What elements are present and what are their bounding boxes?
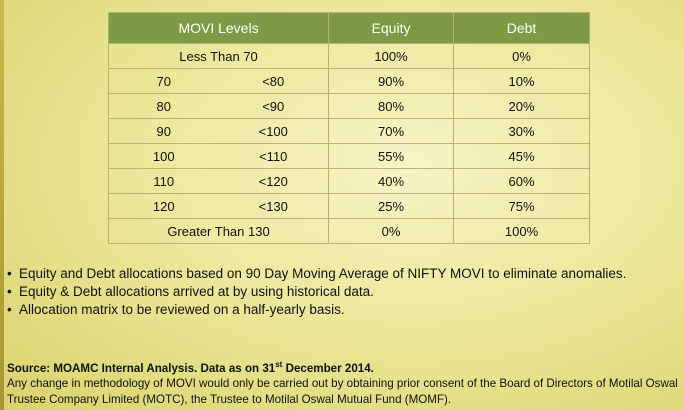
table-row — [109, 94, 590, 119]
table-row — [109, 144, 590, 169]
header-movi-levels: MOVI Levels — [109, 13, 329, 44]
debt-cell: 20% — [454, 94, 590, 119]
allocation-table — [108, 12, 590, 244]
notes-list — [7, 265, 626, 319]
debt-cell: 75% — [454, 194, 590, 219]
equity-cell: 90% — [329, 69, 454, 94]
table-row — [109, 219, 590, 244]
source-title — [7, 357, 679, 376]
movi-low-cell: 90 — [109, 119, 219, 144]
movi-level-cell: Greater Than 130 — [109, 219, 329, 244]
table-row — [109, 69, 590, 94]
movi-high-cell: <110 — [219, 144, 329, 169]
table-row — [109, 169, 590, 194]
header-equity: Equity — [329, 13, 454, 44]
debt-cell: 30% — [454, 119, 590, 144]
equity-cell: 25% — [329, 194, 454, 219]
slide-edge-bar — [0, 0, 4, 410]
equity-cell: 55% — [329, 144, 454, 169]
table-row — [109, 194, 590, 219]
table-header-row — [109, 13, 590, 44]
source-title-date: December 2014. — [282, 361, 374, 375]
debt-cell: 0% — [454, 44, 590, 69]
debt-cell: 100% — [454, 219, 590, 244]
movi-low-cell: 120 — [109, 194, 219, 219]
movi-low-cell: 110 — [109, 169, 219, 194]
movi-high-cell: <130 — [219, 194, 329, 219]
movi-low-cell: 100 — [109, 144, 219, 169]
movi-level-cell: Less Than 70 — [109, 44, 329, 69]
note-item: • Equity & Debt allocations arrived at by using historical data. — [7, 283, 626, 301]
note-item: • Equity and Debt allocations based on 90 Day Moving Average of NIFTY MOVI to eliminate anomalies. — [7, 265, 626, 283]
equity-cell: 100% — [329, 44, 454, 69]
equity-cell: 0% — [329, 219, 454, 244]
equity-cell: 80% — [329, 94, 454, 119]
table-row — [109, 44, 590, 69]
debt-cell: 45% — [454, 144, 590, 169]
source-body: Any change in methodology of MOVI would only be carried out by obtaining prior consent of the Board of Directors of Motilal Oswal Trustee Company Limited (MOTC), the Trustee to Motilal Oswal Mutual Fund (MOMF). — [7, 377, 678, 406]
movi-high-cell: <100 — [219, 119, 329, 144]
debt-cell: 10% — [454, 69, 590, 94]
equity-cell: 70% — [329, 119, 454, 144]
movi-high-cell: <90 — [219, 94, 329, 119]
movi-low-cell: 80 — [109, 94, 219, 119]
equity-cell: 40% — [329, 169, 454, 194]
source-title-text: Source: MOAMC Internal Analysis. Data as on 31 — [7, 361, 276, 375]
source-title-sup: st — [275, 360, 283, 369]
movi-high-cell: <80 — [219, 69, 329, 94]
movi-high-cell: <120 — [219, 169, 329, 194]
debt-cell: 60% — [454, 169, 590, 194]
source-note — [7, 357, 679, 407]
movi-low-cell: 70 — [109, 69, 219, 94]
note-item: • Allocation matrix to be reviewed on a half-yearly basis. — [7, 301, 626, 319]
header-debt: Debt — [454, 13, 590, 44]
table-row — [109, 119, 590, 144]
